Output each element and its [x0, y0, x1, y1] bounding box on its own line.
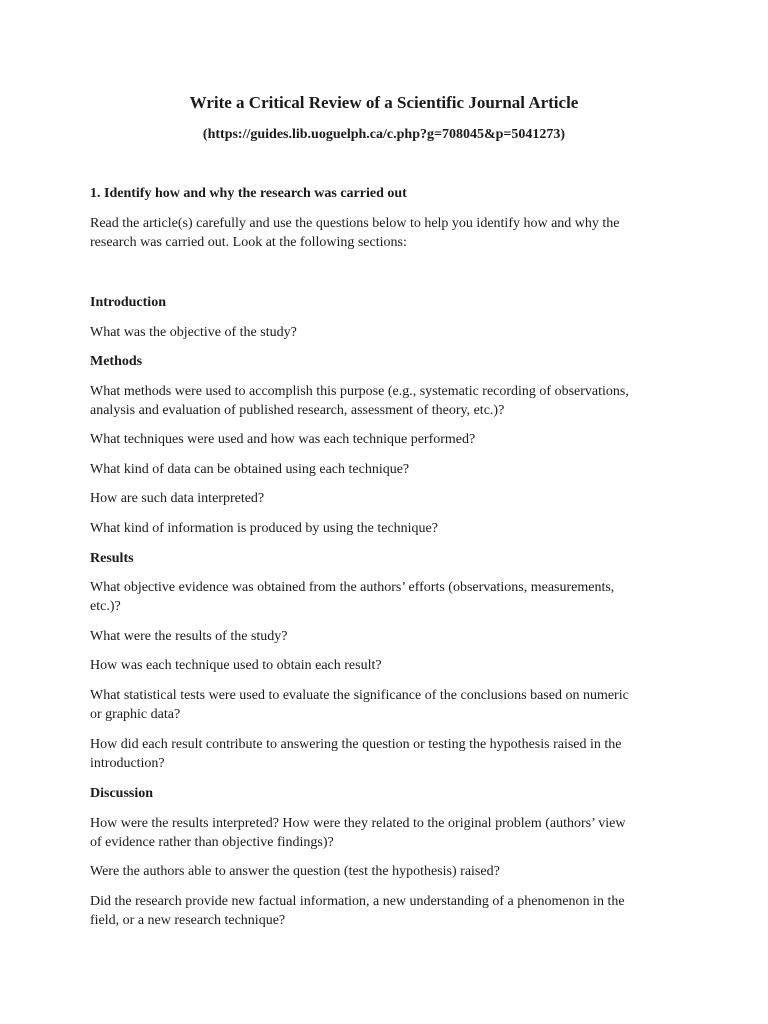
document-title: Write a Critical Review of a Scientific Journal Article [189, 93, 579, 112]
results-question: How did each result contribute to answering the question or testing the hypothesis raised in the [90, 737, 622, 752]
results-question: How was each technique used to obtain each result? [90, 658, 382, 673]
methods-question: What kind of data can be obtained using each technique? [90, 462, 410, 477]
methods-question: What methods were used to accomplish this purpose (e.g., systematic recording of observations, [90, 384, 629, 399]
discussion-question: of evidence rather than objective findings)? [90, 835, 334, 850]
methods-question: analysis and evaluation of published research, assessment of theory, etc.)? [90, 403, 505, 418]
discussion-question: How were the results interpreted? How were they related to the original problem (authors’ view [90, 816, 626, 831]
section-heading: 1. Identify how and why the research was carried out [90, 186, 407, 201]
discussion-question: Did the research provide new factual information, a new understanding of a phenomenon in the [90, 894, 625, 909]
introduction-heading: Introduction [90, 295, 166, 310]
results-question: What were the results of the study? [90, 629, 288, 644]
methods-question: What kind of information is produced by using the technique? [90, 521, 438, 536]
discussion-question: field, or a new research technique? [90, 913, 286, 928]
methods-heading: Methods [90, 354, 143, 369]
results-question: What statistical tests were used to evaluate the significance of the conclusions based on numeric [90, 688, 629, 703]
results-question: introduction? [90, 756, 165, 771]
introduction-question: What was the objective of the study? [90, 325, 297, 340]
intro-paragraph-line: research was carried out. Look at the following sections: [90, 235, 407, 250]
discussion-heading: Discussion [90, 786, 154, 801]
methods-question: How are such data interpreted? [90, 491, 265, 506]
results-question: What objective evidence was obtained from the authors’ efforts (observations, measurements, [90, 580, 615, 595]
intro-paragraph-line: Read the article(s) carefully and use the questions below to help you identify how and why the [90, 216, 620, 231]
discussion-question: Were the authors able to answer the question (test the hypothesis) raised? [90, 864, 500, 879]
source-url: (https://guides.lib.uoguelph.ca/c.php?g=708045&p=5041273) [202, 127, 566, 142]
methods-question: What techniques were used and how was each technique performed? [90, 432, 476, 447]
results-question: or graphic data? [90, 707, 181, 722]
results-question: etc.)? [90, 599, 121, 614]
results-heading: Results [90, 551, 134, 566]
